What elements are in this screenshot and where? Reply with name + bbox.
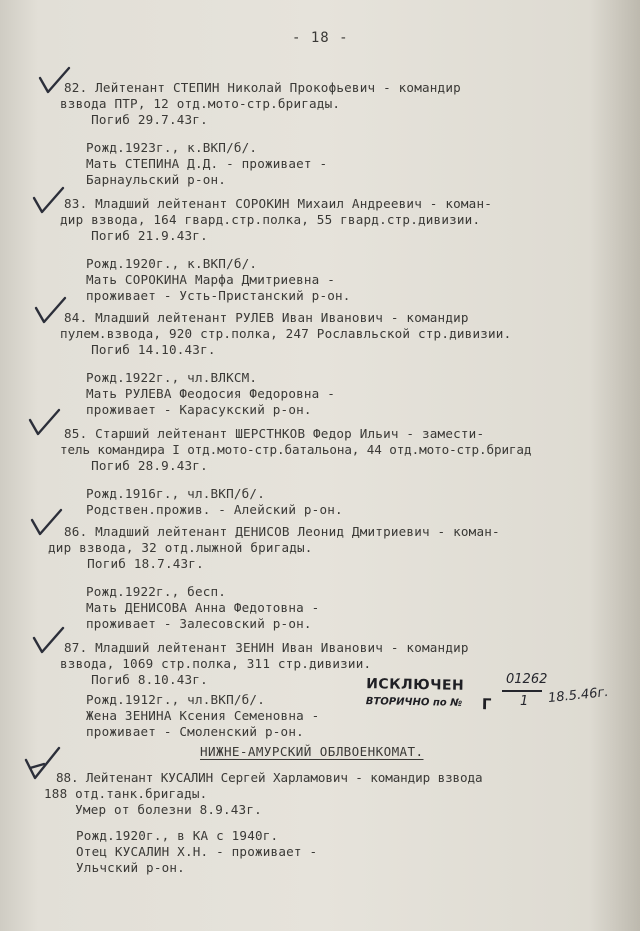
entry-84-line-5: Мать РУЛЕВА Феодосия Федоровна - <box>86 386 336 401</box>
page-number: - 18 - <box>292 30 349 46</box>
entry-85-line-4: Рожд.1916г., чл.ВКП/б/. <box>86 486 265 501</box>
handwritten-denominator: 1 <box>520 694 529 709</box>
entry-84-line-3: Погиб 14.10.43г. <box>60 342 216 357</box>
entry-83-line-3: Погиб 21.9.43г. <box>60 228 208 243</box>
entry-85-line-2: тель командира I отд.мото-стр.батальона, 44 отд.мото-стр.бригад <box>60 442 532 457</box>
entry-82-line-4: Рожд.1923г., к.ВКП/б/. <box>86 140 258 155</box>
stamp-letter: Г <box>481 695 492 714</box>
entry-88-line-6: Ульчский р-он. <box>76 860 185 875</box>
stamp-word: ИСКЛЮЧЕН <box>366 676 465 694</box>
handwritten-date: 18.5.46г. <box>547 684 610 707</box>
entry-87-line-4: Рожд.1912г., чл.ВКП/б/. <box>86 692 265 707</box>
entry-87-line-2: взвода, 1069 стр.полка, 311 стр.дивизии. <box>60 656 372 671</box>
stamp-subtext: ВТОРИЧНО по № <box>365 696 463 709</box>
entry-83-line-5: Мать СОРОКИНА Марфа Дмитриевна - <box>86 272 336 287</box>
entry-85-line-3: Погиб 28.9.43г. <box>60 458 208 473</box>
entry-88-line-3: Умер от болезни 8.9.43г. <box>44 802 262 817</box>
entry-87-line-3: Погиб 8.10.43г. <box>60 672 208 687</box>
entry-88-line-2: 188 отд.танк.бригады. <box>44 786 208 801</box>
entry-82-line-5: Мать СТЕПИНА Д.Д. - проживает - <box>86 156 328 171</box>
entry-86-line-6: проживает - Залесовский р-он. <box>86 616 312 631</box>
entry-82-line-3: Погиб 29.7.43г. <box>60 112 208 127</box>
handwritten-fraction-line <box>502 690 542 692</box>
entry-83-line-4: Рожд.1920г., к.ВКП/б/. <box>86 256 258 271</box>
entry-86-line-4: Рожд.1922г., бесп. <box>86 584 227 599</box>
entry-86-line-2: дир взвода, 32 отд.лыжной бригады. <box>48 540 313 555</box>
entry-83-line-1: 83. Младший лейтенант СОРОКИН Михаил Андреевич - коман- <box>64 196 493 211</box>
entry-88-line-5: Отец КУСАЛИН Х.Н. - проживает - <box>76 844 318 859</box>
entry-86-line-1: 86. Младший лейтенант ДЕНИСОВ Леонид Дмитриевич - коман- <box>64 524 500 539</box>
entry-87-line-5: Жена ЗЕНИНА Ксения Семеновна - <box>86 708 320 723</box>
entry-82-line-1: 82. Лейтенант СТЕПИН Николай Прокофьевич - командир <box>64 80 461 95</box>
handwritten-number: 01262 <box>506 672 548 687</box>
entry-86-line-3: Погиб 18.7.43г. <box>56 556 204 571</box>
entry-84-line-4: Рожд.1922г., чл.ВЛКСМ. <box>86 370 258 385</box>
entry-85-line-5: Родствен.прожив. - Алейский р-он. <box>86 502 343 517</box>
entry-83-line-2: дир взвода, 164 гвард.стр.полка, 55 гвард.стр.дивизии. <box>60 212 481 227</box>
entry-84-line-2: пулем.взвода, 920 стр.полка, 247 Рославльской стр.дивизии. <box>60 326 512 341</box>
entry-87-line-1: 87. Младший лейтенант ЗЕНИН Иван Иванович - командир <box>64 640 469 655</box>
entry-86-line-5: Мать ДЕНИСОВА Анна Федотовна - <box>86 600 320 615</box>
entry-85-line-1: 85. Старший лейтенант ШЕРСТНКОВ Федор Ильич - замести- <box>64 426 485 441</box>
exclusion-stamp <box>365 675 492 714</box>
section-heading: НИЖНЕ-АМУРСКИЙ ОБЛВОЕНКОМАТ. <box>200 744 424 759</box>
entry-88-line-1: 88. Лейтенант КУСАЛИН Сергей Харламович - командир взвода <box>56 770 483 785</box>
entry-82-line-2: взвода ПТР, 12 отд.мото-стр.бригады. <box>60 96 341 111</box>
entry-84-line-1: 84. Младший лейтенант РУЛЕВ Иван Иванович - командир <box>64 310 469 325</box>
entry-84-line-6: проживает - Карасукский р-он. <box>86 402 312 417</box>
entry-87-line-6: проживает - Смоленский р-он. <box>86 724 304 739</box>
entry-83-line-6: проживает - Усть-Пристанский р-он. <box>86 288 351 303</box>
entry-88-line-4: Рожд.1920г., в КА с 1940г. <box>76 828 279 843</box>
entry-82-line-6: Барнаульский р-он. <box>86 172 227 187</box>
